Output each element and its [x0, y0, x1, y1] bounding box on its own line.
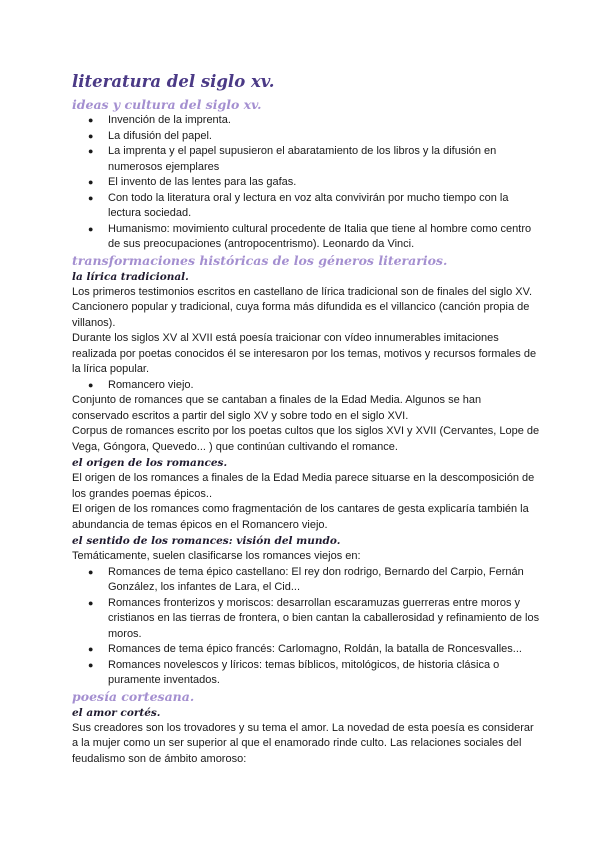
bullet-icon: ● — [88, 223, 94, 234]
list-item: ● Invención de la imprenta. — [108, 113, 540, 129]
list-item: ● Romances fronterizos y moriscos: desarrollan escaramuzas guerreras entre moros y cristianos en las tierras de frontera, o bien cantan la caballerosidad y refinamiento de los moros. — [88, 596, 540, 640]
bullet-icon: ● — [88, 566, 94, 577]
bullet-icon: ● — [88, 192, 94, 203]
heading-origen-romances: el origen de los romances. — [72, 457, 228, 469]
bullet-icon: ● — [88, 644, 94, 654]
heading-ideas: ideas y cultura del siglo xv. — [72, 97, 262, 112]
paragraph: El origen de los romances a finales de la Edad Media parece situarse en la descomposición de los grandes poemas épicos.. — [72, 472, 535, 500]
bullet-icon: ● — [88, 177, 94, 187]
document-title: literatura del siglo xv. — [72, 72, 275, 91]
list-item: ● Con todo la literatura oral y lectura en voz alta convivirán por mucho tiempo con la lectura sociedad. — [88, 191, 509, 219]
ideas-list — [72, 113, 540, 253]
paragraph: Los primeros testimonios escritos en castellano de lírica tradicional son de finales del siglo XV. Cancionero popular y tradicional, cuya forma más difundida es el villancico (canción propia de villanos). — [72, 285, 532, 329]
paragraph: Durante los siglos XV al XVII está poesía traicionar con vídeo innumerables imitaciones realizada por poetas conocidos él se interesaron por los temas, motivos y recursos formales de la lírica popular. — [72, 332, 537, 375]
bullet-icon: ● — [88, 146, 94, 156]
list-item: ● El invento de las lentes para las gafas. — [108, 175, 540, 191]
list-item: ● Romances de tema épico castellano: El rey don rodrigo, Bernardo del Carpio, Fernán González, los infantes de Lara, el Cid... — [88, 565, 524, 593]
heading-lirica-tradicional: la lírica tradicional. — [72, 270, 189, 283]
paragraph: Conjunto de romances que se cantaban a finales de la Edad Media. Algunos se han conservado escritos a partir del siglo XV y sobre todo en el siglo XVI. — [72, 394, 482, 422]
heading-poesia-cortesana: poesía cortesana. — [72, 688, 195, 704]
bullet-icon: ● — [88, 379, 94, 390]
list-item: ● Romances novelescos y líricos: temas bíblicos, mitológicos, de historia clásica o puramente inventados. — [88, 658, 500, 686]
romancero-list — [72, 378, 540, 394]
bullet-icon: ● — [88, 659, 94, 670]
paragraph: Temáticamente, suelen clasificarse los romances viejos en: — [72, 550, 361, 562]
bullet-icon: ● — [88, 597, 94, 608]
heading-amor-cortes: el amor cortés. — [72, 706, 161, 719]
heading-transformaciones: transformaciones históricas de los géneros literarios. — [72, 252, 448, 268]
paragraph: Sus creadores son los trovadores y su tema el amor. La novedad de esta poesía es considerar a la mujer como un ser superior al que el enamorado rinde culto. Las relaciones sociales del feudalismo son de ámbito amoroso: — [72, 721, 534, 765]
sentido-list — [72, 565, 540, 689]
list-item: ● Humanismo: movimiento cultural procedente de Italia que tiene al hombre como centro de sus preocupaciones (antropocentrismo). Leonardo da Vinci. — [88, 222, 532, 250]
bullet-icon: ● — [88, 130, 94, 141]
bullet-icon: ● — [88, 115, 94, 125]
list-item: ● La imprenta y el papel supusieron el abaratamiento de los libros y la difusión en numerosos ejemplares — [88, 145, 497, 173]
list-item: ● Romances de tema épico francés: Carlomagno, Roldán, la batalla de Roncesvalles... — [108, 642, 540, 658]
paragraph: El origen de los romances como fragmentación de los cantares de gesta explicaría también la abundancia de temas épicos en el Romancero viejo. — [72, 503, 529, 531]
heading-sentido-romances: el sentido de los romances: visión del mundo. — [72, 535, 341, 547]
list-item: ● La difusión del papel. — [108, 129, 540, 145]
list-item: ● Romancero viejo. — [108, 378, 540, 394]
paragraph: Corpus de romances escrito por los poetas cultos que los siglos XVI y XVII (Cervantes, Lope de Vega, Góngora, Quevedo... ) que continúan cultivando el romance. — [72, 425, 540, 453]
